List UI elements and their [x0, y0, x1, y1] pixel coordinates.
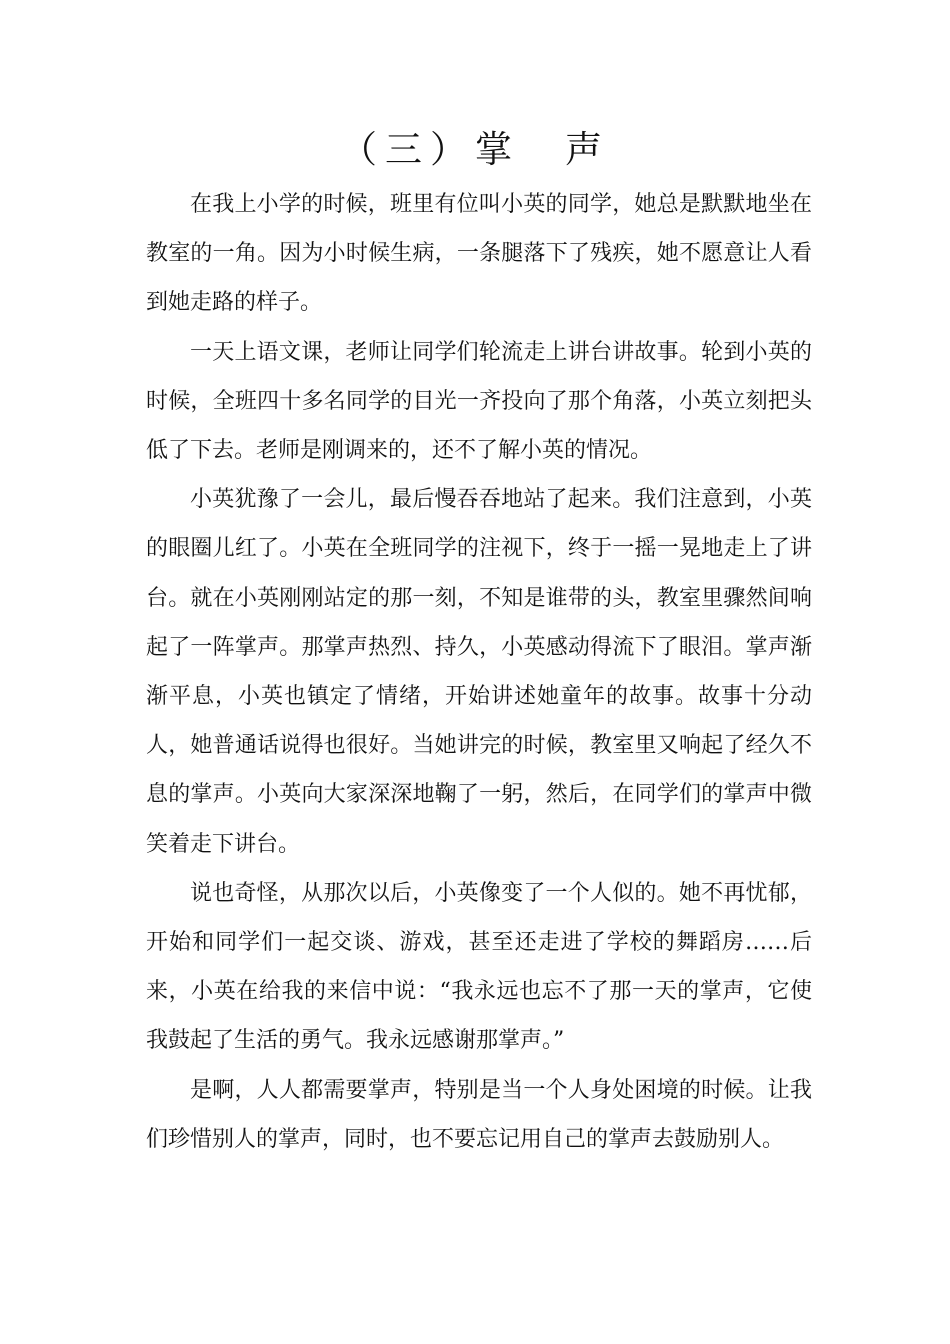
paragraph-4: 说也奇怪，从那次以后，小英像变了一个人似的。她不再忧郁，开始和同学们一起交谈、游戏，甚至还走进了学校的舞蹈房……后来，小英在给我的来信中说：“我永远也忘不了那一天的掌声，它使我鼓起了生活的勇气。我永远感谢那掌声。”	[146, 880, 812, 1054]
paragraph-3: 小英犹豫了一会儿，最后慢吞吞地站了起来。我们注意到，小英的眼圈儿红了。小英在全班同学的注视下，终于一摇一晃地走上了讲台。就在小英刚刚站定的那一刻，不知是谁带的头，教室里骤然间响起了一阵掌声。那掌声热烈、持久，小英感动得流下了眼泪。掌声渐渐平息，小英也镇定了情绪，开始讲述她童年的故事。故事十分动人，她普通话说得也很好。当她讲完的时候，教室里又响起了经久不息的掌声。小英向大家深深地鞠了一躬，然后，在同学们的掌声中微笑着走下讲台。	[146, 487, 812, 857]
document-body	[146, 180, 812, 1164]
document-title: （三）掌 声	[340, 128, 610, 171]
paragraph-5: 是啊，人人都需要掌声，特别是当一个人身处困境的时候。让我们珍惜别人的掌声，同时，也不要忘记用自己的掌声去鼓励别人。	[146, 1077, 812, 1152]
paragraph-2: 一天上语文课，老师让同学们轮流走上讲台讲故事。轮到小英的时候，全班四十多名同学的目光一齐投向了那个角落，小英立刻把头低了下去。老师是刚调来的，还不了解小英的情况。	[146, 339, 812, 464]
paragraph-1: 在我上小学的时候，班里有位叫小英的同学，她总是默默地坐在教室的一角。因为小时候生病，一条腿落下了残疾，她不愿意让人看到她走路的样子。	[146, 192, 812, 316]
